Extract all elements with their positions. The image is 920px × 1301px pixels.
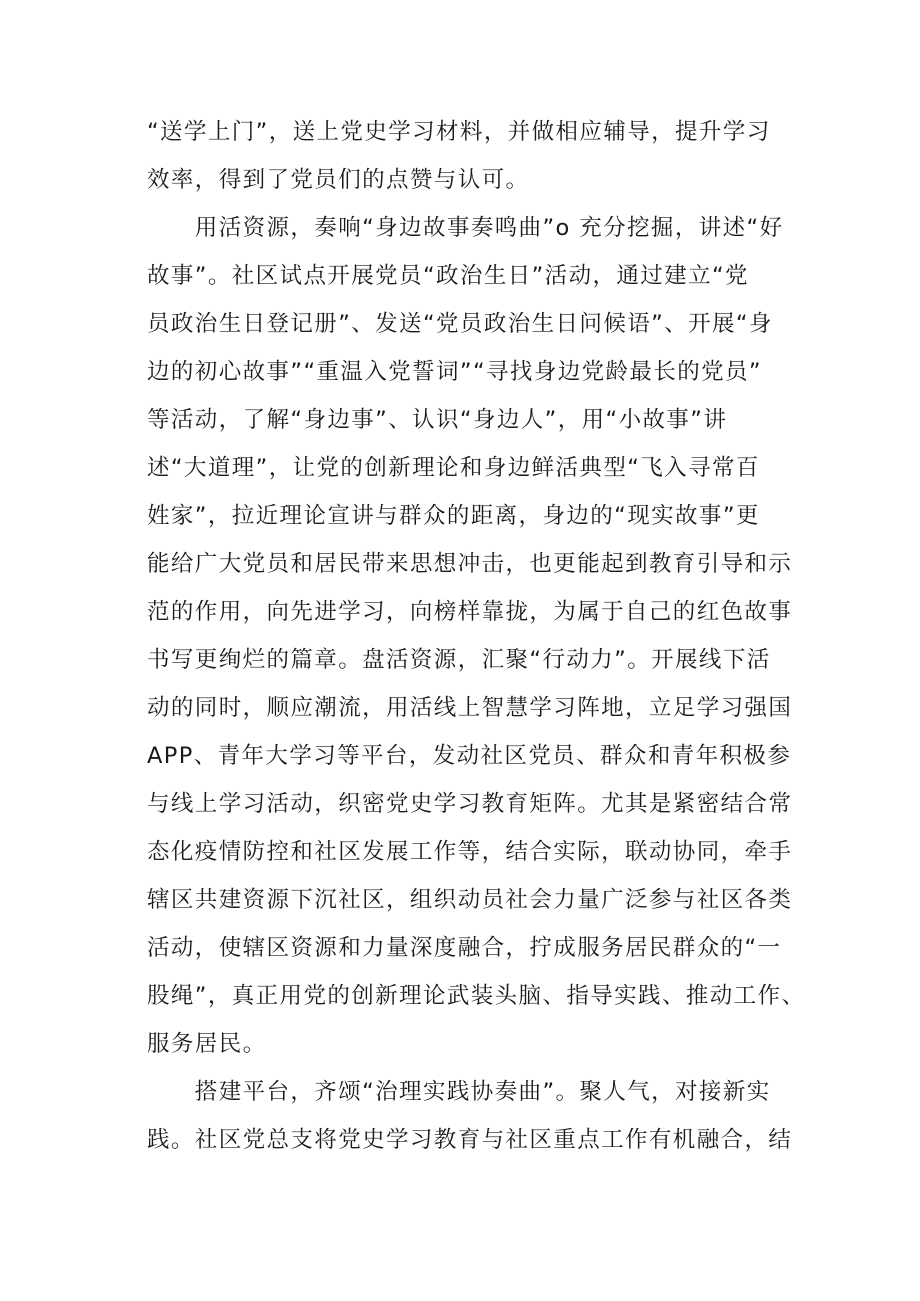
text-line-4: 故事”。社区试点开展党员“政治生日”活动，通过建立“党	[147, 263, 749, 289]
text-line-20: 服务居民。	[147, 1031, 267, 1057]
text-line-17: 辖区共建资源下沉社区，组织动员社会力量广泛参与社区各类	[147, 887, 793, 913]
text-line-18: 活动，使辖区资源和力量深度融合，拧成服务居民群众的“一	[147, 935, 782, 961]
text-line-13: 动的同时，顺应潮流，用活线上智慧学习阵地，立足学习强国	[147, 695, 793, 721]
text-line-3: 用活资源，奏响“身边故事奏鸣曲”o 充分挖掘，讲述“好	[147, 215, 784, 241]
text-line-9: 姓家”，拉近理论宣讲与群众的距离，身边的“现实故事”更	[147, 503, 760, 529]
text-line-6: 边的初心故事”“重温入党誓词”“寻找身边党龄最长的党员”	[147, 359, 762, 385]
text-line-8: 述“大道理”，让党的创新理论和身边鲜活典型“飞入寻常百	[147, 455, 760, 481]
text-line-10: 能给广大党员和居民带来思想冲击，也更能起到教育引导和示	[147, 551, 793, 577]
text-line-1: “送学上门”，送上党史学习材料，并做相应辅导，提升学习	[147, 119, 771, 145]
text-line-11: 范的作用，向先进学习，向榜样靠拢，为属于自己的红色故事	[147, 599, 793, 625]
text-line-14: APP、青年大学习等平台，发动社区党员、群众和青年积极参	[147, 743, 792, 769]
text-line-19: 股绳”，真正用党的创新理论武装头脑、指导实践、推动工作、	[147, 983, 806, 1009]
text-line-15: 与线上学习活动，织密党史学习教育矩阵。尤其是紧密结合常	[147, 791, 793, 817]
text-line-2: 效率，得到了党员们的点赞与认可。	[147, 167, 530, 193]
text-line-22: 践。社区党总支将党史学习教育与社区重点工作有机融合，结	[147, 1127, 793, 1153]
text-line-16: 态化疫情防控和社区发展工作等，结合实际，联动协同，牵手	[147, 839, 793, 865]
text-line-7: 等活动，了解“身边事”、认识“身边人”，用“小故事”讲	[147, 407, 728, 433]
text-line-21: 搭建平台，齐颂“治理实践协奏曲”。聚人气，对接新实	[147, 1079, 771, 1105]
text-line-12: 书写更绚烂的篇章。盘活资源，汇聚“行动力”。开展线下活	[147, 647, 771, 673]
text-line-5: 员政治生日登记册”、发送“党员政治生日问候语”、开展“身	[147, 311, 773, 337]
body-text	[147, 108, 806, 1164]
